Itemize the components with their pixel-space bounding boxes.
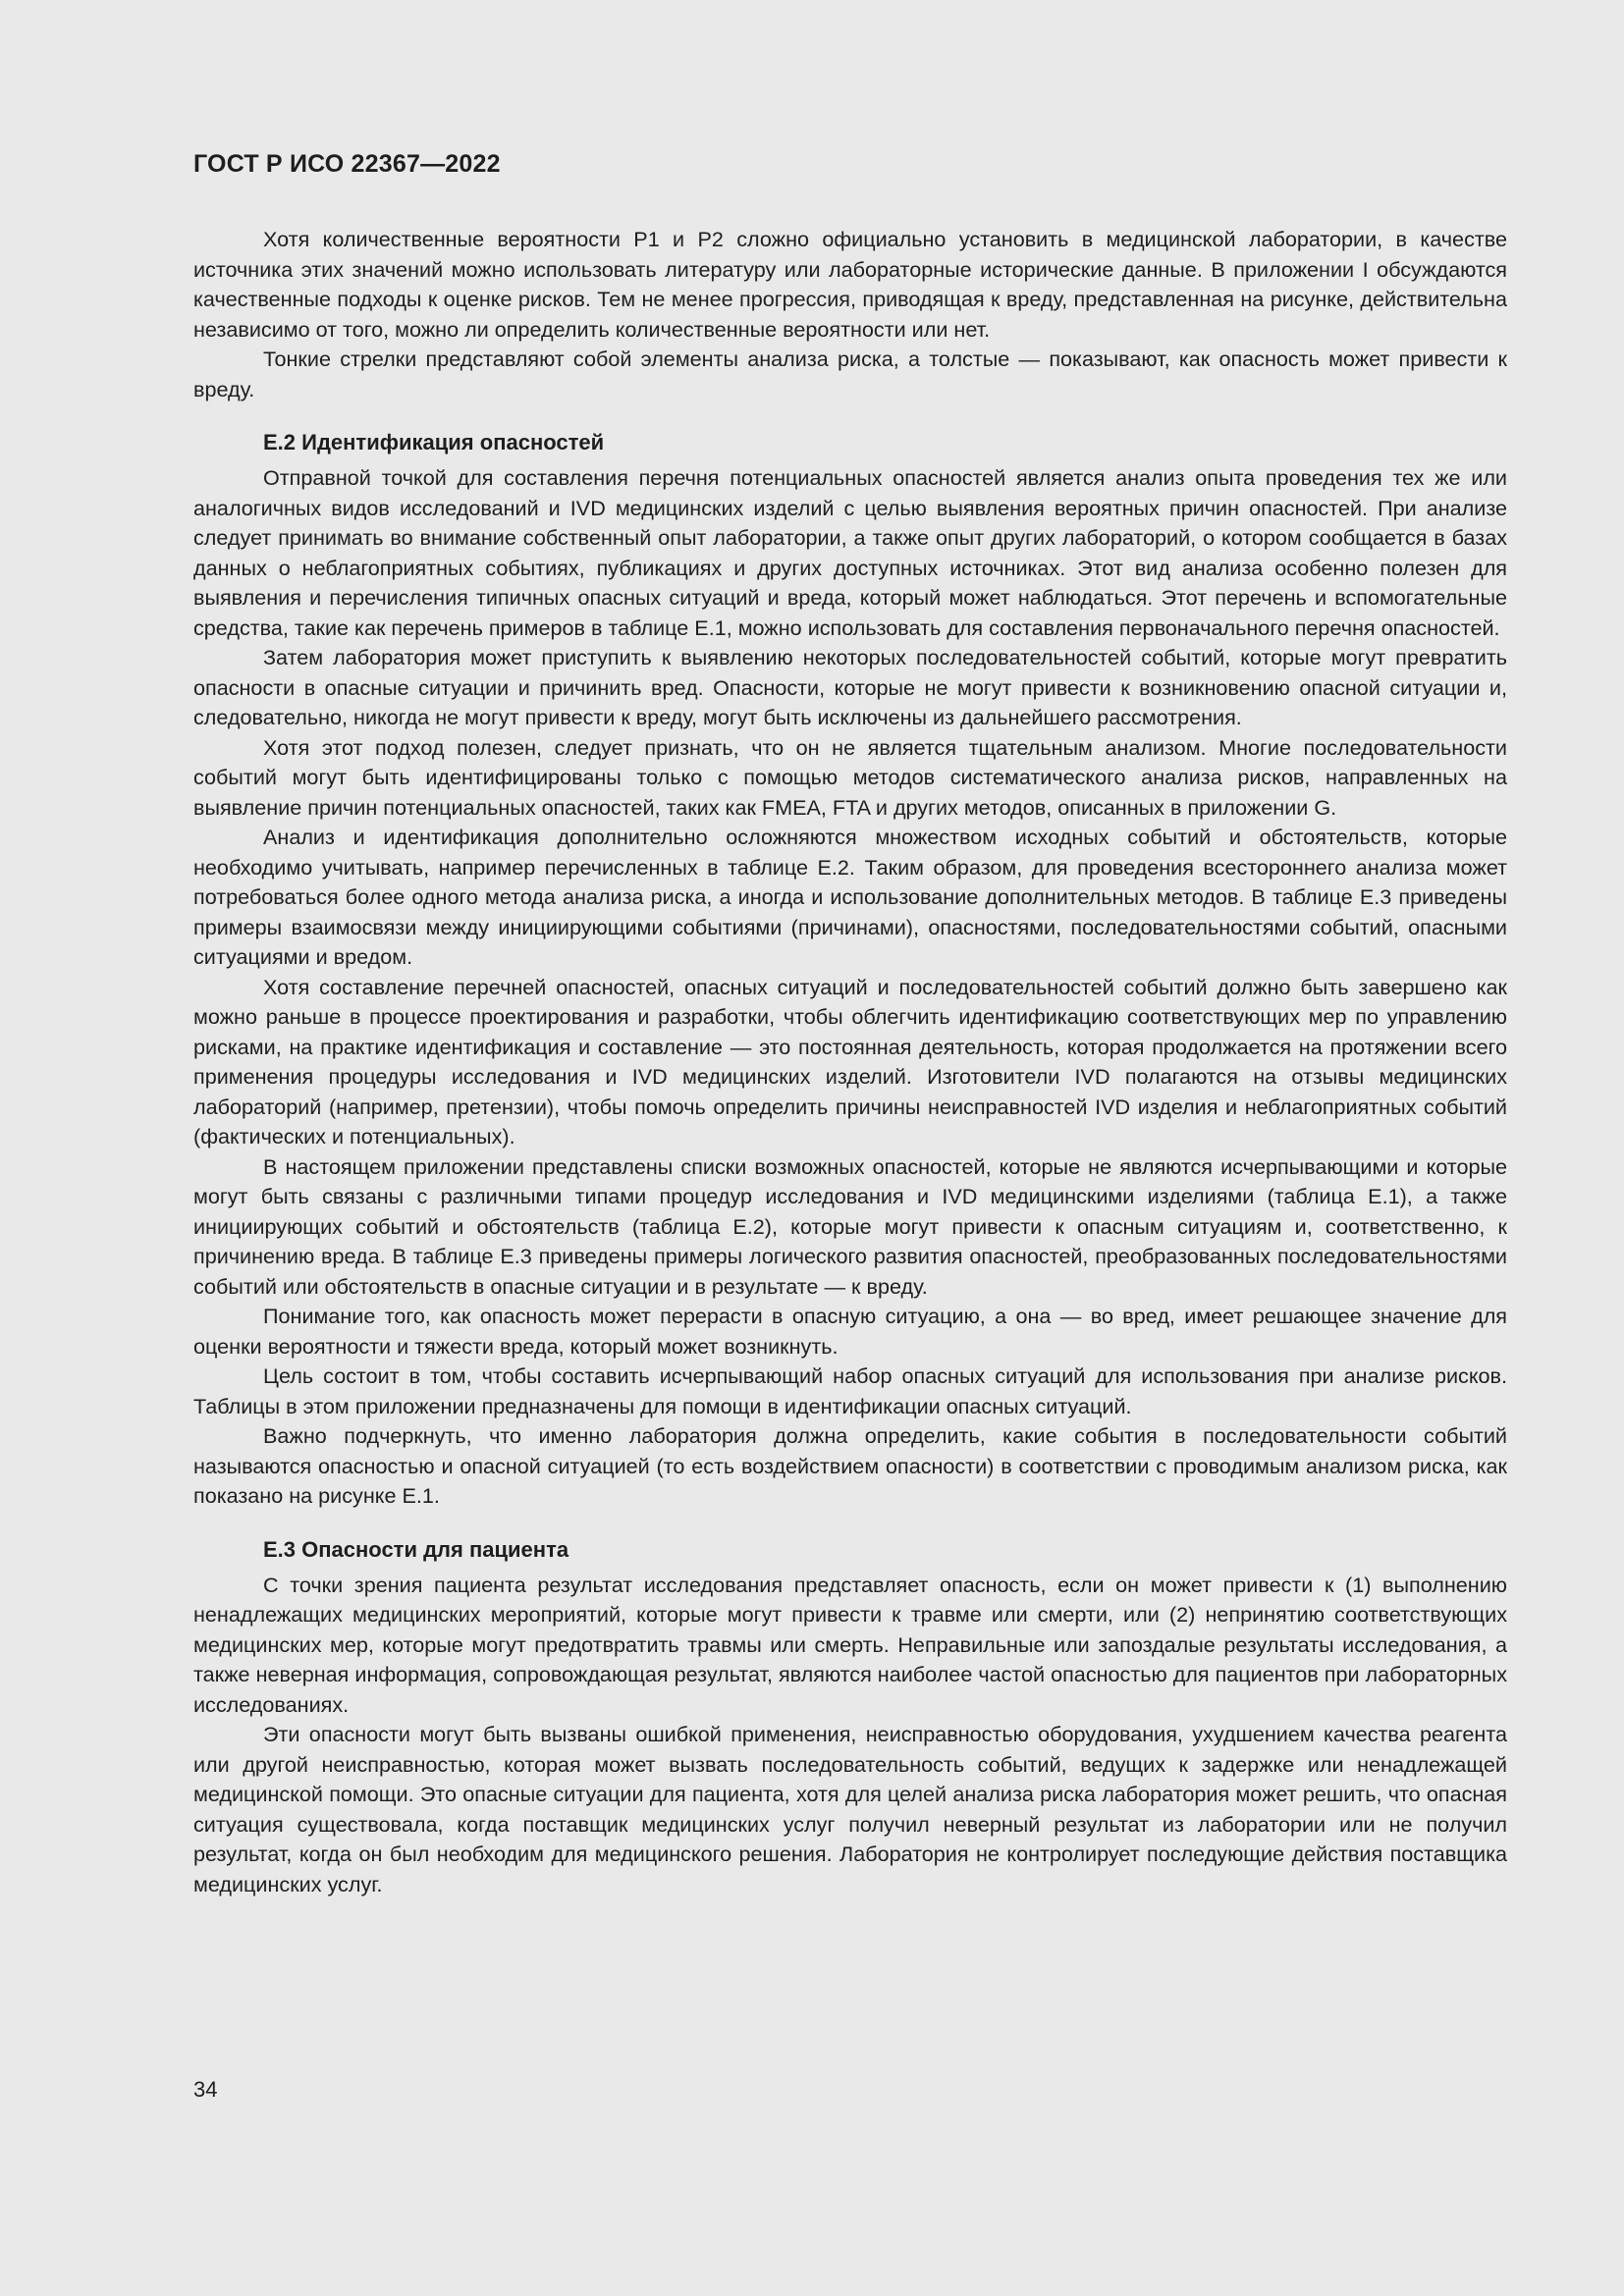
e2-paragraph-1: Отправной точкой для составления перечня потенциальных опасностей является анализ опыта проведения тех же или аналогичных видов исследований и IVD медицинских изделий с целью выявления вероятных причин опасностей. При анализе следует принимать во внимание собственный опыт лаборатории, а также опыт других лабораторий, о котором сообщается в базах данных о неблагоприятных событиях, публикациях и других доступных источниках. Этот вид анализа особенно полезен для выявления и перечисления типичных опасных ситуаций и вреда, который может наблюдаться. Этот перечень и вспомогательные средства, такие как перечень примеров в таблице E.1, можно использовать для составления первоначального перечня опасностей. bbox=[193, 465, 1507, 640]
section-heading-e3: E.3 Опасности для пациента bbox=[263, 1536, 569, 1562]
document-header: ГОСТ Р ИСО 22367—2022 bbox=[193, 150, 501, 178]
e2-paragraph-5: Хотя составление перечней опасностей, опасных ситуаций и последовательностей событий должно быть завершено как можно раньше в процессе проектирования и разработки, чтобы облегчить идентификацию соответствующих мер по управлению рисками, на практике идентификация и составление — это постоянная деятельность, которая продолжается на протяжении всего применения процедуры исследования и IVD медицинских изделий. Изготовители IVD полагаются на отзывы медицинских лабораторий (например, претензии), чтобы помочь определить причины неисправностей IVD изделия и неблагоприятных событий (фактических и потенциальных). bbox=[193, 974, 1507, 1148]
e2-paragraph-7: Понимание того, как опасность может перерасти в опасную ситуацию, а она — во вред, имеет решающее значение для оценки вероятности и тяжести вреда, который может возникнуть. bbox=[193, 1304, 1507, 1359]
e2-paragraph-9: Важно подчеркнуть, что именно лаборатория должна определить, какие события в последовательности событий называются опасностью и опасной ситуацией (то есть воздействием опасности) в соответствии с проводимым анализом риска, как показано на рисунке E.1. bbox=[193, 1423, 1507, 1508]
e2-paragraph-3: Хотя этот подход полезен, следует признать, что он не является тщательным анализом. Многие последовательности событий могут быть идентифицированы только с помощью методов систематического анализа рисков, направленных на выявление причин потенциальных опасностей, таких как FMEA, FTA и других методов, описанных в приложении G. bbox=[193, 734, 1507, 820]
intro-paragraph-2: Тонкие стрелки представляют собой элементы анализа риска, а толстые — показывают, как опасность может привести к вреду. bbox=[193, 347, 1507, 401]
document-page bbox=[193, 147, 1507, 1899]
intro-paragraph-1: Хотя количественные вероятности P1 и P2 сложно официально установить в медицинской лаборатории, в качестве источника этих значений можно использовать литературу или лабораторные исторические данные. В приложении I обсуждаются качественные подходы к оценке рисков. Тем не менее прогрессия, приводящая к вреду, представленная на рисунке, действительна независимо от того, можно ли определить количественные вероятности или нет. bbox=[193, 227, 1507, 342]
page-number: 34 bbox=[193, 2077, 218, 2102]
e2-paragraph-4: Анализ и идентификация дополнительно осложняются множеством исходных событий и обстоятельств, которые необходимо учитывать, например перечисленных в таблице E.2. Таким образом, для проведения всестороннего анализа может потребоваться более одного метода анализа риска, а иногда и использование дополнительных методов. В таблице E.3 приведены примеры взаимосвязи между инициирующими событиями (причинами), опасностями, последовательностями событий, опасными ситуациями и вредом. bbox=[193, 825, 1507, 969]
e2-paragraph-8: Цель состоит в том, чтобы составить исчерпывающий набор опасных ситуаций для использования при анализе рисков. Таблицы в этом приложении предназначены для помощи в идентификации опасных ситуаций. bbox=[193, 1363, 1507, 1418]
e2-paragraph-6: В настоящем приложении представлены списки возможных опасностей, которые не являются исчерпывающими и которые могут быть связаны с различными типами процедур исследования и IVD медицинскими изделиями (таблица E.1), а также инициирующих событий и обстоятельств (таблица E.2), которые могут привести к опасным ситуациям и, соответственно, к причинению вреда. В таблице E.3 приведены примеры логического развития опасностей, преобразованных последовательностями событий или обстоятельств в опасные ситуации и в результате — к вреду. bbox=[193, 1153, 1507, 1299]
section-heading-e2: E.2 Идентификация опасностей bbox=[263, 430, 605, 454]
e3-paragraph-2: Эти опасности могут быть вызваны ошибкой применения, неисправностью оборудования, ухудшением качества реагента или другой неисправностью, которая может вызвать последовательность событий, ведущих к задержке или ненадлежащей медицинской помощи. Это опасные ситуации для пациента, хотя для целей анализа риска лаборатория может решить, что опасная ситуация существовала, когда поставщик медицинских услуг получил неверный результат из лаборатории или не получил результат, когда он был необходим для медицинского решения. Лаборатория не контролирует последующие действия поставщика медицинских услуг. bbox=[193, 1722, 1507, 1896]
e2-paragraph-2: Затем лаборатория может приступить к выявлению некоторых последовательностей событий, которые могут превратить опасности в опасные ситуации и причинить вред. Опасности, которые не могут привести к возникновению опасной ситуации и, следовательно, никогда не могут привести к вреду, могут быть исключены из дальнейшего рассмотрения. bbox=[193, 645, 1507, 729]
e3-paragraph-1: С точки зрения пациента результат исследования представляет опасность, если он может привести к (1) выполнению ненадлежащих медицинских мероприятий, которые могут привести к травме или смерти, или (2) непринятию соответствующих медицинских мер, которые могут предотвратить травмы или смерть. Неправильные или запоздалые результаты исследования, а также неверная информация, сопровождающая результат, являются наиболее частой опасностью для пациентов при лабораторных исследованиях. bbox=[193, 1572, 1507, 1717]
